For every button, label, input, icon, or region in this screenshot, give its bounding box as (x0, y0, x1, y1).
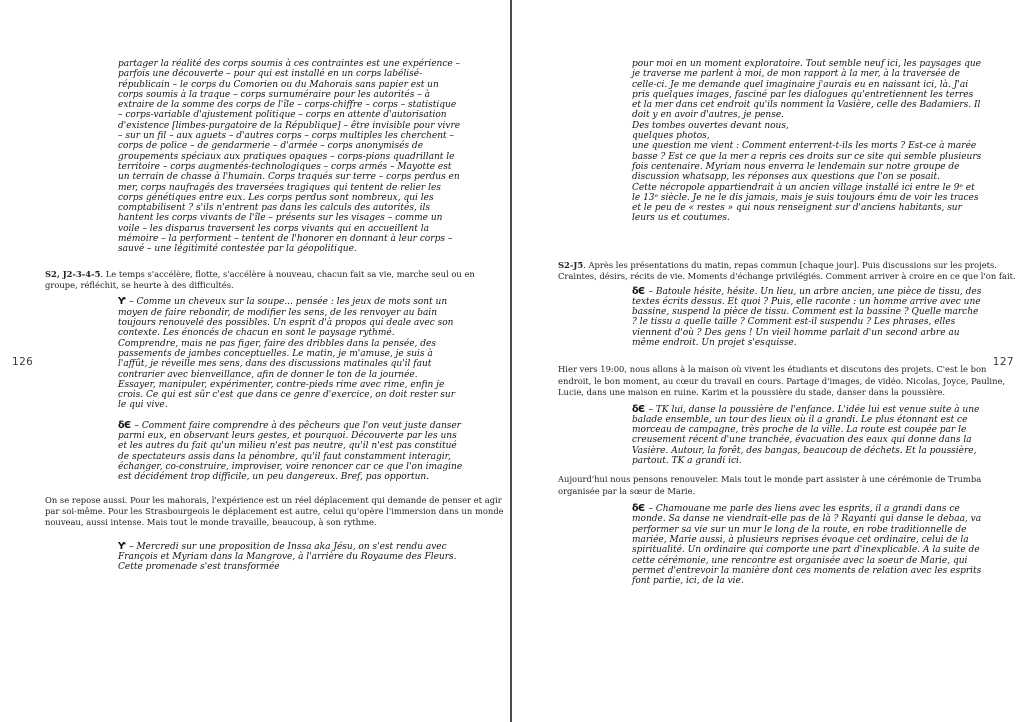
page-number-right: 127 (992, 356, 1014, 368)
speaker-de-icon: δЄ (632, 503, 645, 515)
verse-text: – Mercredi sur une proposition de Inssa aka Jésu, on s'est rendu avec François et Myriam dans la Mangrove, à l'arrière du Royaume des Fleurs. Cette promenade s'est transformée (118, 541, 457, 573)
verse-block (632, 287, 982, 349)
verse-text: – Chamouane me parle des liens avec les esprits, il a grandi dans ce monde. Sa danse ne viendrait-elle pas de là ? Rayanti qui danse le debaa, va performer sa vie sur un mur le long de la route, en robe traditionnelle de mariée, Marie aussi, à plusieurs reprises évoque cet ordinaire, celui de la spiritualité. Un ordinaire qui comporte une part d'inexplicable. A la suite de cette cérémonie, une rencontre est organisée avec la soeur de Marie, qui permet d'entrevoir la manière dont ces moments de relation avec les esprits font partie, ici, de la vie. (632, 504, 982, 587)
verse-text: – TK lui, danse la poussière de l'enfance. L'idée lui est venue suite à une balade ensemble, un tour des lieux où il a grandi. Le plus étonnant est ce morceau de campagne, très proche de la ville. La route est coupée par le creusement récent d'une tranchée, évacuation des eaux qui donne dans la Vasière. Autour, la forêt, des bangas, beaucoup de déchets. Et la poussière, partout. TK a grandi ici. (632, 404, 980, 467)
verse-text: quelques photos, (632, 131, 710, 142)
verse-block (632, 405, 982, 467)
verse-block (632, 59, 982, 224)
verse-block (118, 421, 463, 483)
verse-block (632, 504, 982, 586)
verse-text: Des tombes ouvertes devant nous, (632, 120, 789, 131)
right-page (512, 0, 1023, 722)
speaker-de-icon: δЄ (632, 285, 645, 297)
verse-text: – Comment faire comprendre à des pêcheurs que l'on veut juste danser parmi eux, en observant leurs gestes, et pourquoi. Découverte par les uns et les autres du fait qu'un milieu n'est pas neutre, qu'il n'est pas constitué de spectateurs assis dans la pénombre, qu'il faut constamment interagir, échanger, co-construire, improviser, voire renoncer car ce que l'on imagine est décidément trop difficile, un peu dangereux. Bref, pas opportun. (118, 420, 463, 483)
verse-text: – Batoule hésite, hésite. Un lieu, un arbre ancien, une pièce de tissu, des textes écrits dessus. Et quoi ? Puis, elle raconte : un homme arrive avec une bassine, suspend la pièce de tissu. Comment est la bassine ? Quelle marche ? le tissu a quelle taille ? Comment est-il suspendu ? Les phrases, elles viennent d'où ? Des gens ! Un vieil homme parlait d'un second arbre au même endroit. Un projet s'esquisse. (632, 286, 982, 349)
right-page-content (512, 0, 1023, 587)
note-text: . Le temps s'accélère, flotte, s'accélère à nouveau, chacun fait sa vie, marche seul ou en groupe, réfléchit, se heurte à des difficultés. (45, 268, 475, 291)
note-block (558, 260, 1016, 283)
verse-block (118, 297, 463, 410)
verse-text: Comprendre, mais ne pas figer, faire des dribbles dans la pensée, des passements de jambes conceptuelles. Le matin, je m'amuse, je suis à l'affût, je réveille mes sens, dans des discussions matinales qu'il faut contrarier avec bienveillance, afin de donner le ton de la journée. (118, 338, 436, 380)
note-block (558, 474, 1016, 497)
verse-text: une question me vient : Comment enterrent-t-ils les morts ? Est-ce à marée basse ? Est ce que la mer a repris ces droits sur ce site qui semble plusieurs fois centenaire. Myriam nous enverra le lendemain sur notre groupe de discussion whatsapp, les réponses aux questions que l'on se posait. (632, 141, 982, 183)
speaker-de-icon: δЄ (632, 403, 645, 415)
speaker-y-icon: Ƴ (118, 540, 126, 552)
note-text: On se repose aussi. Pour les mahorais, l'expérience est un réel déplacement qui demande de penser et agir par soi-même. Pour les Strasbourgeois le déplacement est autre, celui qu'opère l'immersion dans un monde nouveau, aussi intense. Mais tout le monde travaille, beaucoup, à son rythme. (45, 494, 504, 528)
speaker-de-icon: δЄ (118, 419, 131, 431)
note-block (45, 495, 508, 529)
note-text: . Après les présentations du matin, repas commun [chaque jour]. Puis discussions sur les projets. Craintes, désirs, récits de vie. Moments d'échange privilégiés. Comment arriver à croire en ce que l'on fait. (558, 259, 1016, 282)
verse-text: partager la réalité des corps soumis à ces contraintes est une expérience – parfois une découverte – pour qui est installé en un corps labélisé-républicain – le corps du Comorien ou du Mahorais sans papier est un corps soumis à la traque – corps surnuméraire pour les autorités – à extraire de la somme des corps de l'île – corps-chiffre – corps – statistique – corps-variable d'ajustement politique – corps en attente d'autorisation d'existence [limbes-purgatoire de la République] – être invisible pour vivre – sur un fil – aux aguets – d'autres corps – corps multiples les cherchent – corps de police – de gendarmerie – d'armée – corps anonymisés de groupements spéciaux aux pratiques opaques – corps-pions quadrillant le territoire – corps augmentés-technologiques – corps armés – Mayotte est un terrain de chasse à l'humain. Corps traqués sur terre – corps perdus en mer, corps naufragés des traversées tragiques qui tentent de relier les corps génétiques entre eux. Les corps perdus sont nombreux, qui les comptabilisent ? s'ils n'entrent pas dans les calculs des autorités, ils hantent les corps vivants de l'île – présents sur les visages – comme un voile – les disparus traversent les corps vivants qui en accueillent la mémoire – la performent – tentent de l'honorer en donnant à leur corps – sauvé – une légitimité contestée par la géopolitique. (118, 59, 461, 255)
verse-block (118, 542, 463, 573)
speaker-y-icon: Ƴ (118, 296, 126, 308)
note-text: Aujourd'hui nous pensons renouveler. Mais tout le monde part assister à une cérémonie de Trumba organisée par la sœur de Marie. (558, 474, 982, 496)
note-block (45, 269, 508, 292)
note-label: S2-J5 (558, 259, 584, 270)
verse-text: pour moi en un moment exploratoire. Tout semble neuf ici, les paysages que je traverse me parlent à moi, de mon rapport à la mer, à la traversée de celle-ci. Je me demande quel imaginaire j'aurais eu en naissant ici, là. J'ai pris quelques images, fasciné par les dialogues qu'entretiennent les terres et la mer dans cet endroit qu'ils nomment la Vasière, celle des Badamiers. Il doit y en avoir d'autres, je pense. (632, 59, 982, 121)
left-page-content (0, 0, 510, 573)
note-label: S2, J2-3-4-5 (45, 268, 101, 279)
verse-text: – Comme un cheveux sur la soupe... pensée : les jeux de mots sont un moyen de faire rebondir, de modifier les sens, de les renvoyer au bain toujours renouvelé des possibles. Un esprit d'à propos qui deale avec son contexte. Les énoncés de chacun en sont le paysage rythmé. (118, 297, 454, 339)
verse-text: Cette nécropole appartiendrait à un ancien village installé ici entre le 9ᵉ et le 13ᵉ siècle. Je ne le dis jamais, mais je suis toujours ému de voir les traces et le peu de « restes » qui nous renseignent sur d'anciens habitants, sur leurs us et coutumes. (632, 182, 979, 224)
page-number-left: 126 (12, 356, 34, 368)
left-page (0, 0, 510, 722)
note-block (558, 364, 1016, 398)
verse-text: Essayer, manipuler, expérimenter, contre-pieds rime avec rime, enfin je crois. Ce qui est sûr c'est que dans ce genre d'exercice, on doit rester sur le qui vive. (118, 379, 455, 411)
verse-block (118, 59, 463, 255)
note-text: Hier vers 19:00, nous allons à la maison où vivent les étudiants et discutons des projets. C'est le bon endroit, le bon moment, au cœur du travail en cours. Partage d'images, de vidéo. Nicolas, Joyce, Pauline, Lucie, dans une maison en ruine. Karim et la poussière du stade, danser dans la poussière. (558, 364, 1006, 398)
